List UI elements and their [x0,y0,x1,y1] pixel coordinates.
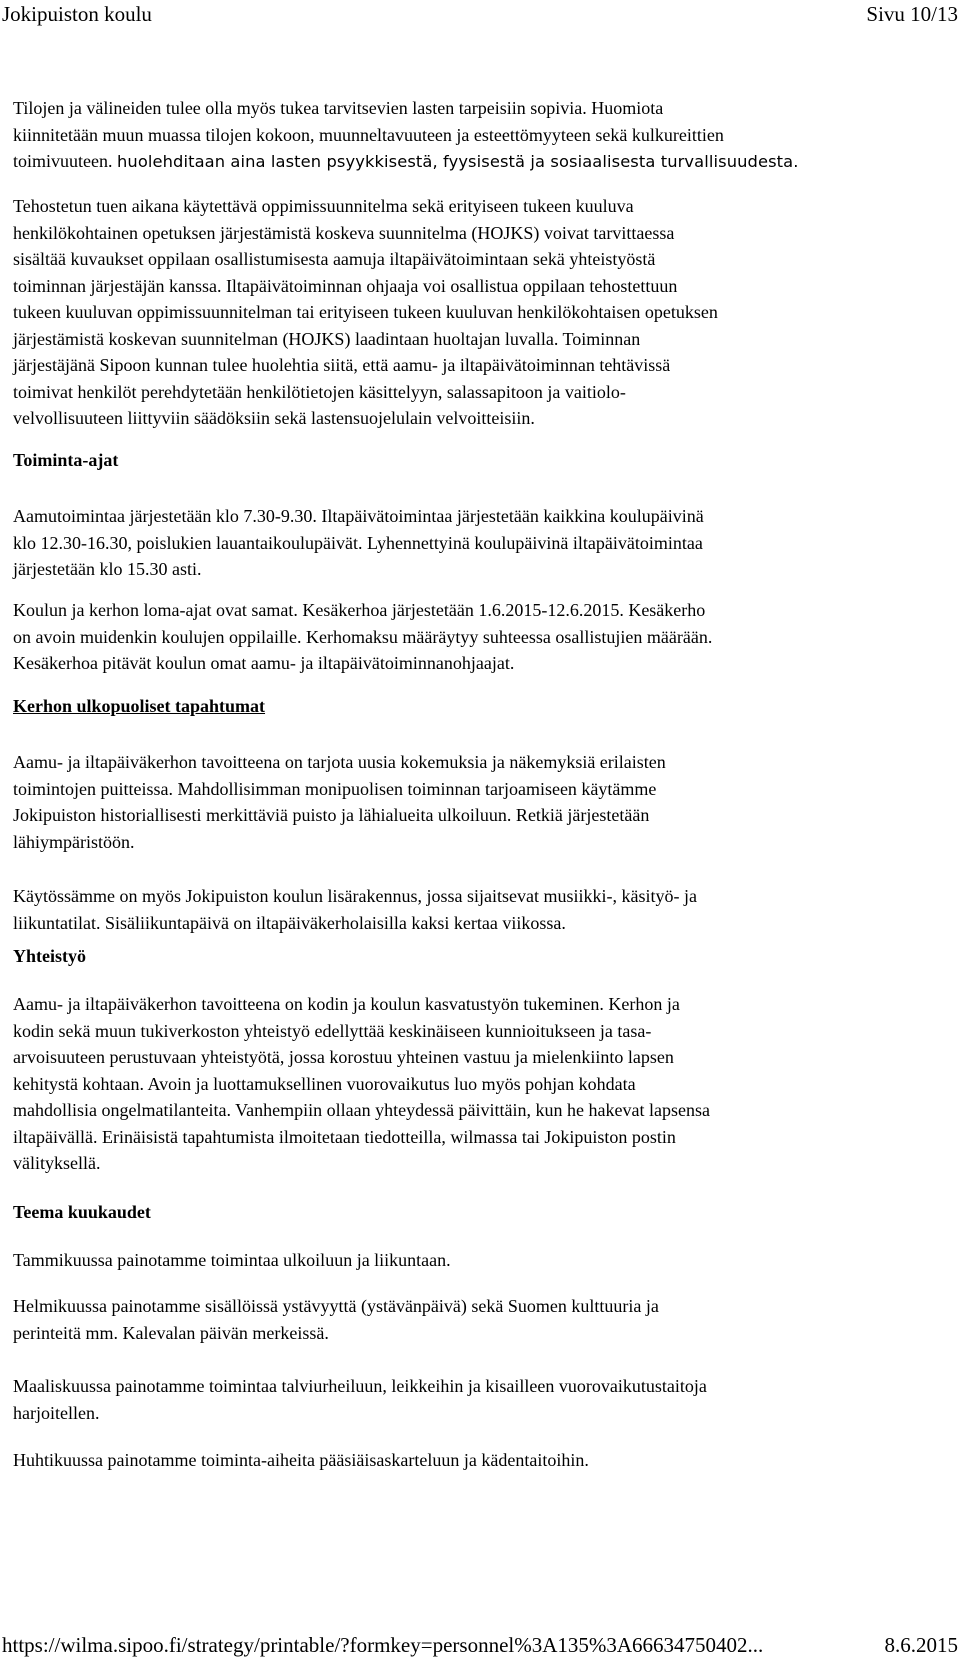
page-number: Sivu 10/13 [866,2,958,26]
line-text: Maaliskuussa painotamme toimintaa talviurheiluun, leikkeihin ja kisailleen vuorovaikutustaitoja [13,1376,707,1396]
paragraph-line [13,991,710,1018]
line-text: toimivuuteen. [13,151,117,171]
paragraph-line [13,352,718,379]
paragraph-line [13,910,697,937]
paragraph-line [13,1044,710,1071]
paragraph-line [13,379,718,406]
paragraph-line [13,405,718,432]
line-text: järjestäjänä Sipoon kunnan tulee huolehtia siitä, että aamu- ja iltapäivätoiminnan tehtävissä [13,355,671,375]
line-text: velvollisuuteen liittyviin säädöksiin sekä lastensuojelulain velvoitteisiin. [13,408,535,428]
page-header [0,0,960,34]
line-text: sisältää kuvaukset oppilaan osallistumisesta aamuja iltapäivätoimintaan sekä yhteistyöstä [13,249,656,269]
paragraph-line [13,326,718,353]
line-text: toiminnan järjestäjän kanssa. Iltapäivätoiminnan ohjaaja voi osallistua oppilaan tehostettuun [13,275,678,296]
paragraph-line [13,95,799,122]
line-text: lähiympäristöön. [13,831,135,852]
line-text: toimintojen puitteissa. Mahdollisimman monipuolisen toiminnan tarjoamiseen käytämme [13,778,657,799]
line-text: mahdollisia ongelmatilanteita. Vanhempiin ollaan yhteydessä päivittäin, kun he hakevat lapsensa [13,1100,710,1120]
line-text: toimivat henkilöt perehdytetään henkilötietojen käsittelyyn, salassapitoon ja vaitiolo- [13,381,626,402]
line-text: Tammikuussa painotamme toimintaa ulkoiluun ja liikuntaan. [13,1250,451,1270]
paragraph [13,95,799,176]
line-text: kehitystä kohtaan. Avoin ja luottamuksellinen vuorovaikutus luo myös pohjan kohdata [13,1073,636,1094]
paragraph-line [13,1124,710,1151]
line-text: järjestetään klo 15.30 asti. [13,559,202,579]
line-text: Aamutoimintaa järjestetään klo 7.30-9.30. Iltapäivätoimintaa järjestetään kaikkina koulupäivinä [13,506,704,526]
paragraph [13,1373,707,1426]
paragraph [13,1293,659,1346]
paragraph [13,503,704,583]
paragraph [13,1247,451,1274]
paragraph-line [13,503,704,530]
paragraph-line [13,148,799,176]
line-text: Koulun ja kerhon loma-ajat ovat samat. Kesäkerhoa järjestetään 1.6.2015-12.6.2015. Kesäkerho [13,600,706,620]
line-text: välityksellä. [13,1153,101,1173]
paragraph-line [13,883,697,910]
line-text: Huhtikuussa painotamme toiminta-aiheita pääsiäisaskarteluun ja kädentaitoihin. [13,1450,589,1470]
paragraph-line [13,1320,659,1347]
paragraph-line [13,556,704,583]
paragraph-line [13,802,666,829]
line-text: henkilökohtainen opetuksen järjestämistä koskeva suunnitelma (HOJKS) voivat tarvittaessa [13,222,675,243]
paragraph-line [13,1097,710,1124]
line-text: Kesäkerhoa pitävät koulun omat aamu- ja iltapäivätoiminnanohjaajat. [13,653,515,673]
line-text: Aamu- ja iltapäiväkerhon tavoitteena on kodin ja koulun kasvatustyön tukeminen. Kerhon ja [13,994,680,1014]
paragraph-line [13,1400,707,1427]
print-date: 8.6.2015 [884,1633,958,1657]
paragraph-line [13,1373,707,1400]
paragraph [13,749,666,855]
section-heading: Yhteistyö [13,946,86,966]
line-text: Käytössämme on myös Jokipuiston koulun lisärakennus, jossa sijaitsevat musiikki-, käsityö- ja [13,886,697,906]
school-name: Jokipuiston koulu [2,2,152,26]
line-text: Tilojen ja välineiden tulee olla myös tukea tarvitsevien lasten tarpeisiin sopivia. Huomiota [13,98,664,118]
paragraph [13,193,718,432]
paragraph-line [13,1150,710,1177]
paragraph [13,991,710,1177]
paragraph-line [13,273,718,300]
paragraph-line [13,624,712,651]
line-text: kodin sekä muun tukiverkoston yhteistyö edellyttää keskinäiseen kunnioitukseen ja tasa- [13,1020,652,1041]
paragraph [13,1447,589,1474]
paragraph-line [13,1018,710,1045]
line-text: kiinnitetään muun muassa tilojen kokoon, muunneltavuuteen ja esteettömyyteen sekä kulkureittien [13,124,724,145]
paragraph-line [13,749,666,776]
paragraph-line [13,1293,659,1320]
paragraph-line [13,1247,451,1274]
paragraph-line [13,1071,710,1098]
section-heading: Teema kuukaudet [13,1202,151,1222]
line-text-sans: huolehditaan aina lasten psyykkisestä, fyysisestä ja sosiaalisesta turvallisuudesta. [116,152,799,171]
paragraph-line [13,597,712,624]
line-text: liikuntatilat. Sisäliikuntapäivä on iltapäiväkerholaisilla kaksi kertaa viikossa. [13,912,566,933]
line-text: on avoin muidenkin koulujen oppilaille. Kerhomaksu määräytyy suhteessa osallistujien määrään. [13,626,713,647]
line-text: järjestämistä koskevan suunnitelman (HOJKS) laadintaan huoltajan luvalla. Toiminnan [13,328,641,349]
paragraph-line [13,299,718,326]
paragraph-line [13,829,666,856]
line-text: arvoisuuteen perustuvaan yhteistyötä, jossa korostuu yhteinen vastuu ja mielenkiinto lapsen [13,1047,674,1067]
line-text: iltapäivällä. Erinäisistä tapahtumista ilmoitetaan tiedotteilla, wilmassa tai Jokipuiston postin [13,1126,676,1147]
source-url: https://wilma.sipoo.fi/strategy/printable/?formkey=personnel%3A135%3A66634750402... [2,1633,764,1657]
section-heading: Toiminta-ajat [13,450,119,470]
paragraph-line [13,122,799,149]
line-text: klo 12.30-16.30, poislukien lauantaikoulupäivät. Lyhennettyinä koulupäivinä iltapäivätoimintaa [13,532,703,553]
line-text: Tehostetun tuen aikana käytettävä oppimissuunnitelma sekä erityiseen tukeen kuuluva [13,196,634,216]
line-text: tukeen kuuluvan oppimissuunnitelman tai erityiseen tukeen kuuluvan henkilökohtaisen opetuksen [13,302,718,322]
paragraph-line [13,650,712,677]
line-text: Aamu- ja iltapäiväkerhon tavoitteena on tarjota uusia kokemuksia ja näkemyksiä erilaisten [13,752,666,772]
paragraph-line [13,220,718,247]
paragraph-line [13,246,718,273]
paragraph [13,597,712,677]
paragraph-line [13,530,704,557]
paragraph-line [13,1447,589,1474]
line-text: Jokipuiston historiallisesti merkittäviä puisto ja lähialueita ulkoiluun. Retkiä järjestetään [13,805,650,825]
line-text: perinteitä mm. Kalevalan päivän merkeissä. [13,1322,329,1343]
page-footer [0,1632,960,1660]
section-heading: Kerhon ulkopuoliset tapahtumat [13,696,266,716]
line-text: Helmikuussa painotamme sisällöissä ystävyyttä (ystävänpäivä) sekä Suomen kulttuuria ja [13,1296,659,1316]
paragraph-line [13,776,666,803]
paragraph-line [13,193,718,220]
line-text: harjoitellen. [13,1402,100,1423]
paragraph [13,883,697,936]
